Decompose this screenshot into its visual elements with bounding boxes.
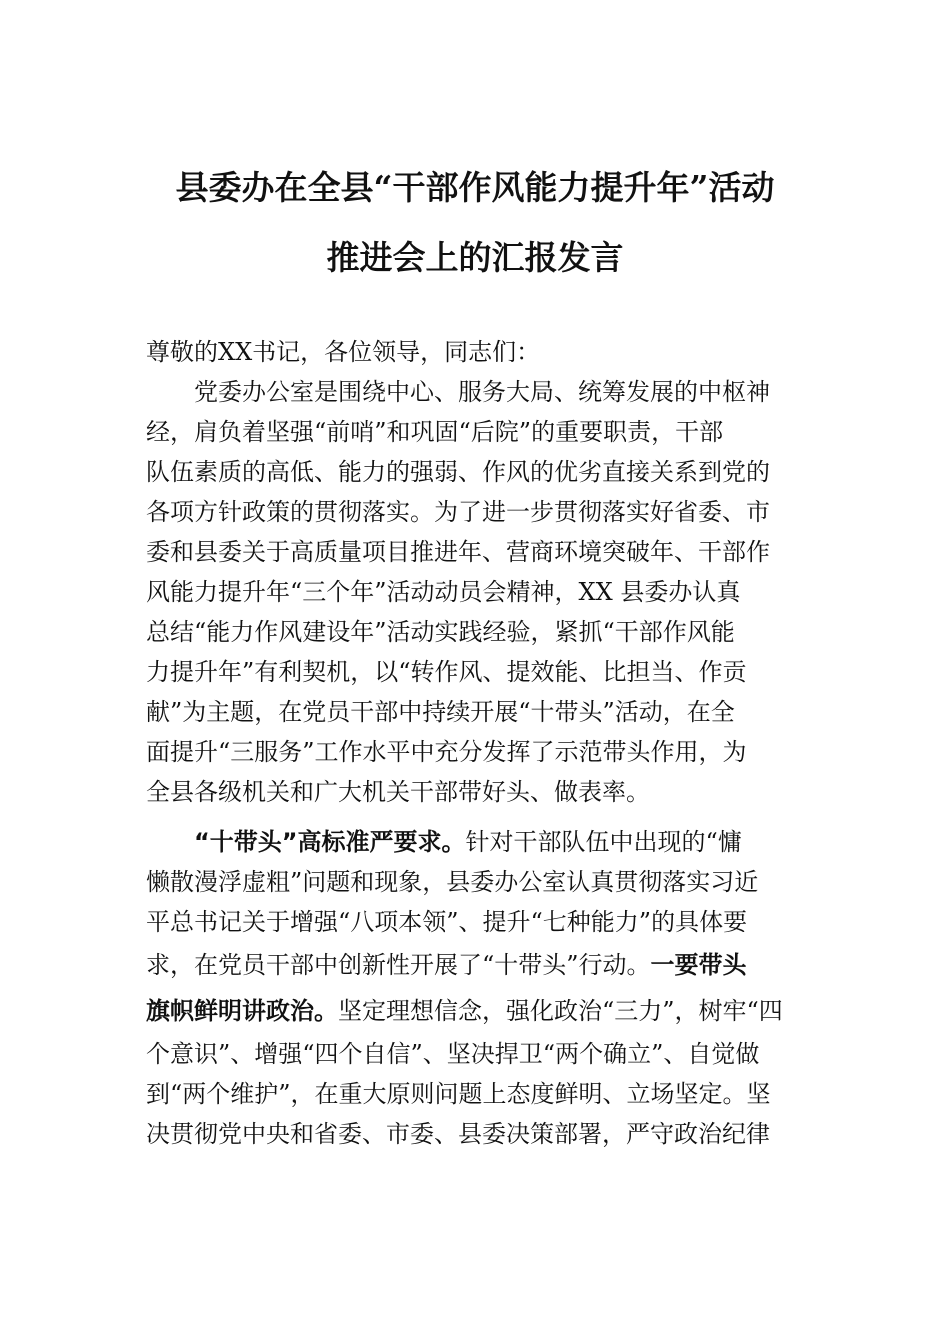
paragraph-line: 总结“能力作风建设年”活动实践经验，紧抓“干部作风能 xyxy=(146,618,735,646)
paragraph-line: 懒散漫浮虚粗”问题和现象，县委办公室认真贯彻落实习近 xyxy=(146,868,759,896)
paragraph-line: 到“两个维护”，在重大原则问题上态度鲜明、立场坚定。坚 xyxy=(146,1080,771,1108)
document-title-line-1: 县委办在全县“干部作风能力提升年”活动 xyxy=(175,168,775,207)
paragraph-text: 针对干部队伍中出现的“慵 xyxy=(465,828,742,856)
paragraph-line xyxy=(146,942,806,988)
paragraph-gap xyxy=(146,812,806,822)
paragraph-line: 全县各级机关和广大机关干部带好头、做表率。 xyxy=(146,778,650,806)
paragraph-text: 求，在党员干部中创新性开展了“十带头”行动。 xyxy=(146,951,651,979)
paragraph-text: 坚定理想信念，强化政治“三力”，树牢“四 xyxy=(338,997,783,1025)
document-title-line-2: 推进会上的汇报发言 xyxy=(326,238,624,277)
paragraph-line: 队伍素质的高低、能力的强弱、作风的优劣直接关系到党的 xyxy=(146,458,770,486)
paragraph-line: 风能力提升年“三个年”活动动员会精神，XX 县委办认真 xyxy=(146,578,741,606)
paragraph-line xyxy=(146,822,806,862)
paragraph-line: 各项方针政策的贯彻落实。为了进一步贯彻落实好省委、市 xyxy=(146,498,770,526)
paragraph-line: 委和县委关于高质量项目推进年、营商环境突破年、干部作 xyxy=(146,538,770,566)
section-heading: “十带头”高标准严要求。 xyxy=(194,828,466,856)
document-body xyxy=(146,332,806,1154)
paragraph-line: 力提升年”有利契机，以“转作风、提效能、比担当、作贡 xyxy=(146,658,747,686)
paragraph-line xyxy=(146,988,806,1034)
paragraph-line: 平总书记关于增强“八项本领”、提升“七种能力”的具体要 xyxy=(146,908,748,936)
paragraph-line: 决贯彻党中央和省委、市委、县委决策部署，严守政治纪律 xyxy=(146,1120,770,1148)
subsection-heading: 一要带头 xyxy=(650,951,747,979)
paragraph-line: 党委办公室是围绕中心、服务大局、统筹发展的中枢神 xyxy=(194,378,770,406)
paragraph-line: 经，肩负着坚强“前哨”和巩固“后院”的重要职责，干部 xyxy=(146,418,724,446)
subsection-heading: 旗帜鲜明讲政治。 xyxy=(146,997,338,1025)
paragraph-1 xyxy=(146,372,806,812)
paragraph-line: 献”为主题，在党员干部中持续开展“十带头”活动，在全 xyxy=(146,698,735,726)
paragraph-line: 面提升“三服务”工作水平中充分发挥了示范带头作用，为 xyxy=(146,738,747,766)
salutation: 尊敬的XX书记，各位领导，同志们： xyxy=(146,338,541,366)
paragraph-line: 个意识”、增强“四个自信”、坚决捍卫“两个确立”、自觉做 xyxy=(146,1040,760,1068)
paragraph-2 xyxy=(146,822,806,1154)
